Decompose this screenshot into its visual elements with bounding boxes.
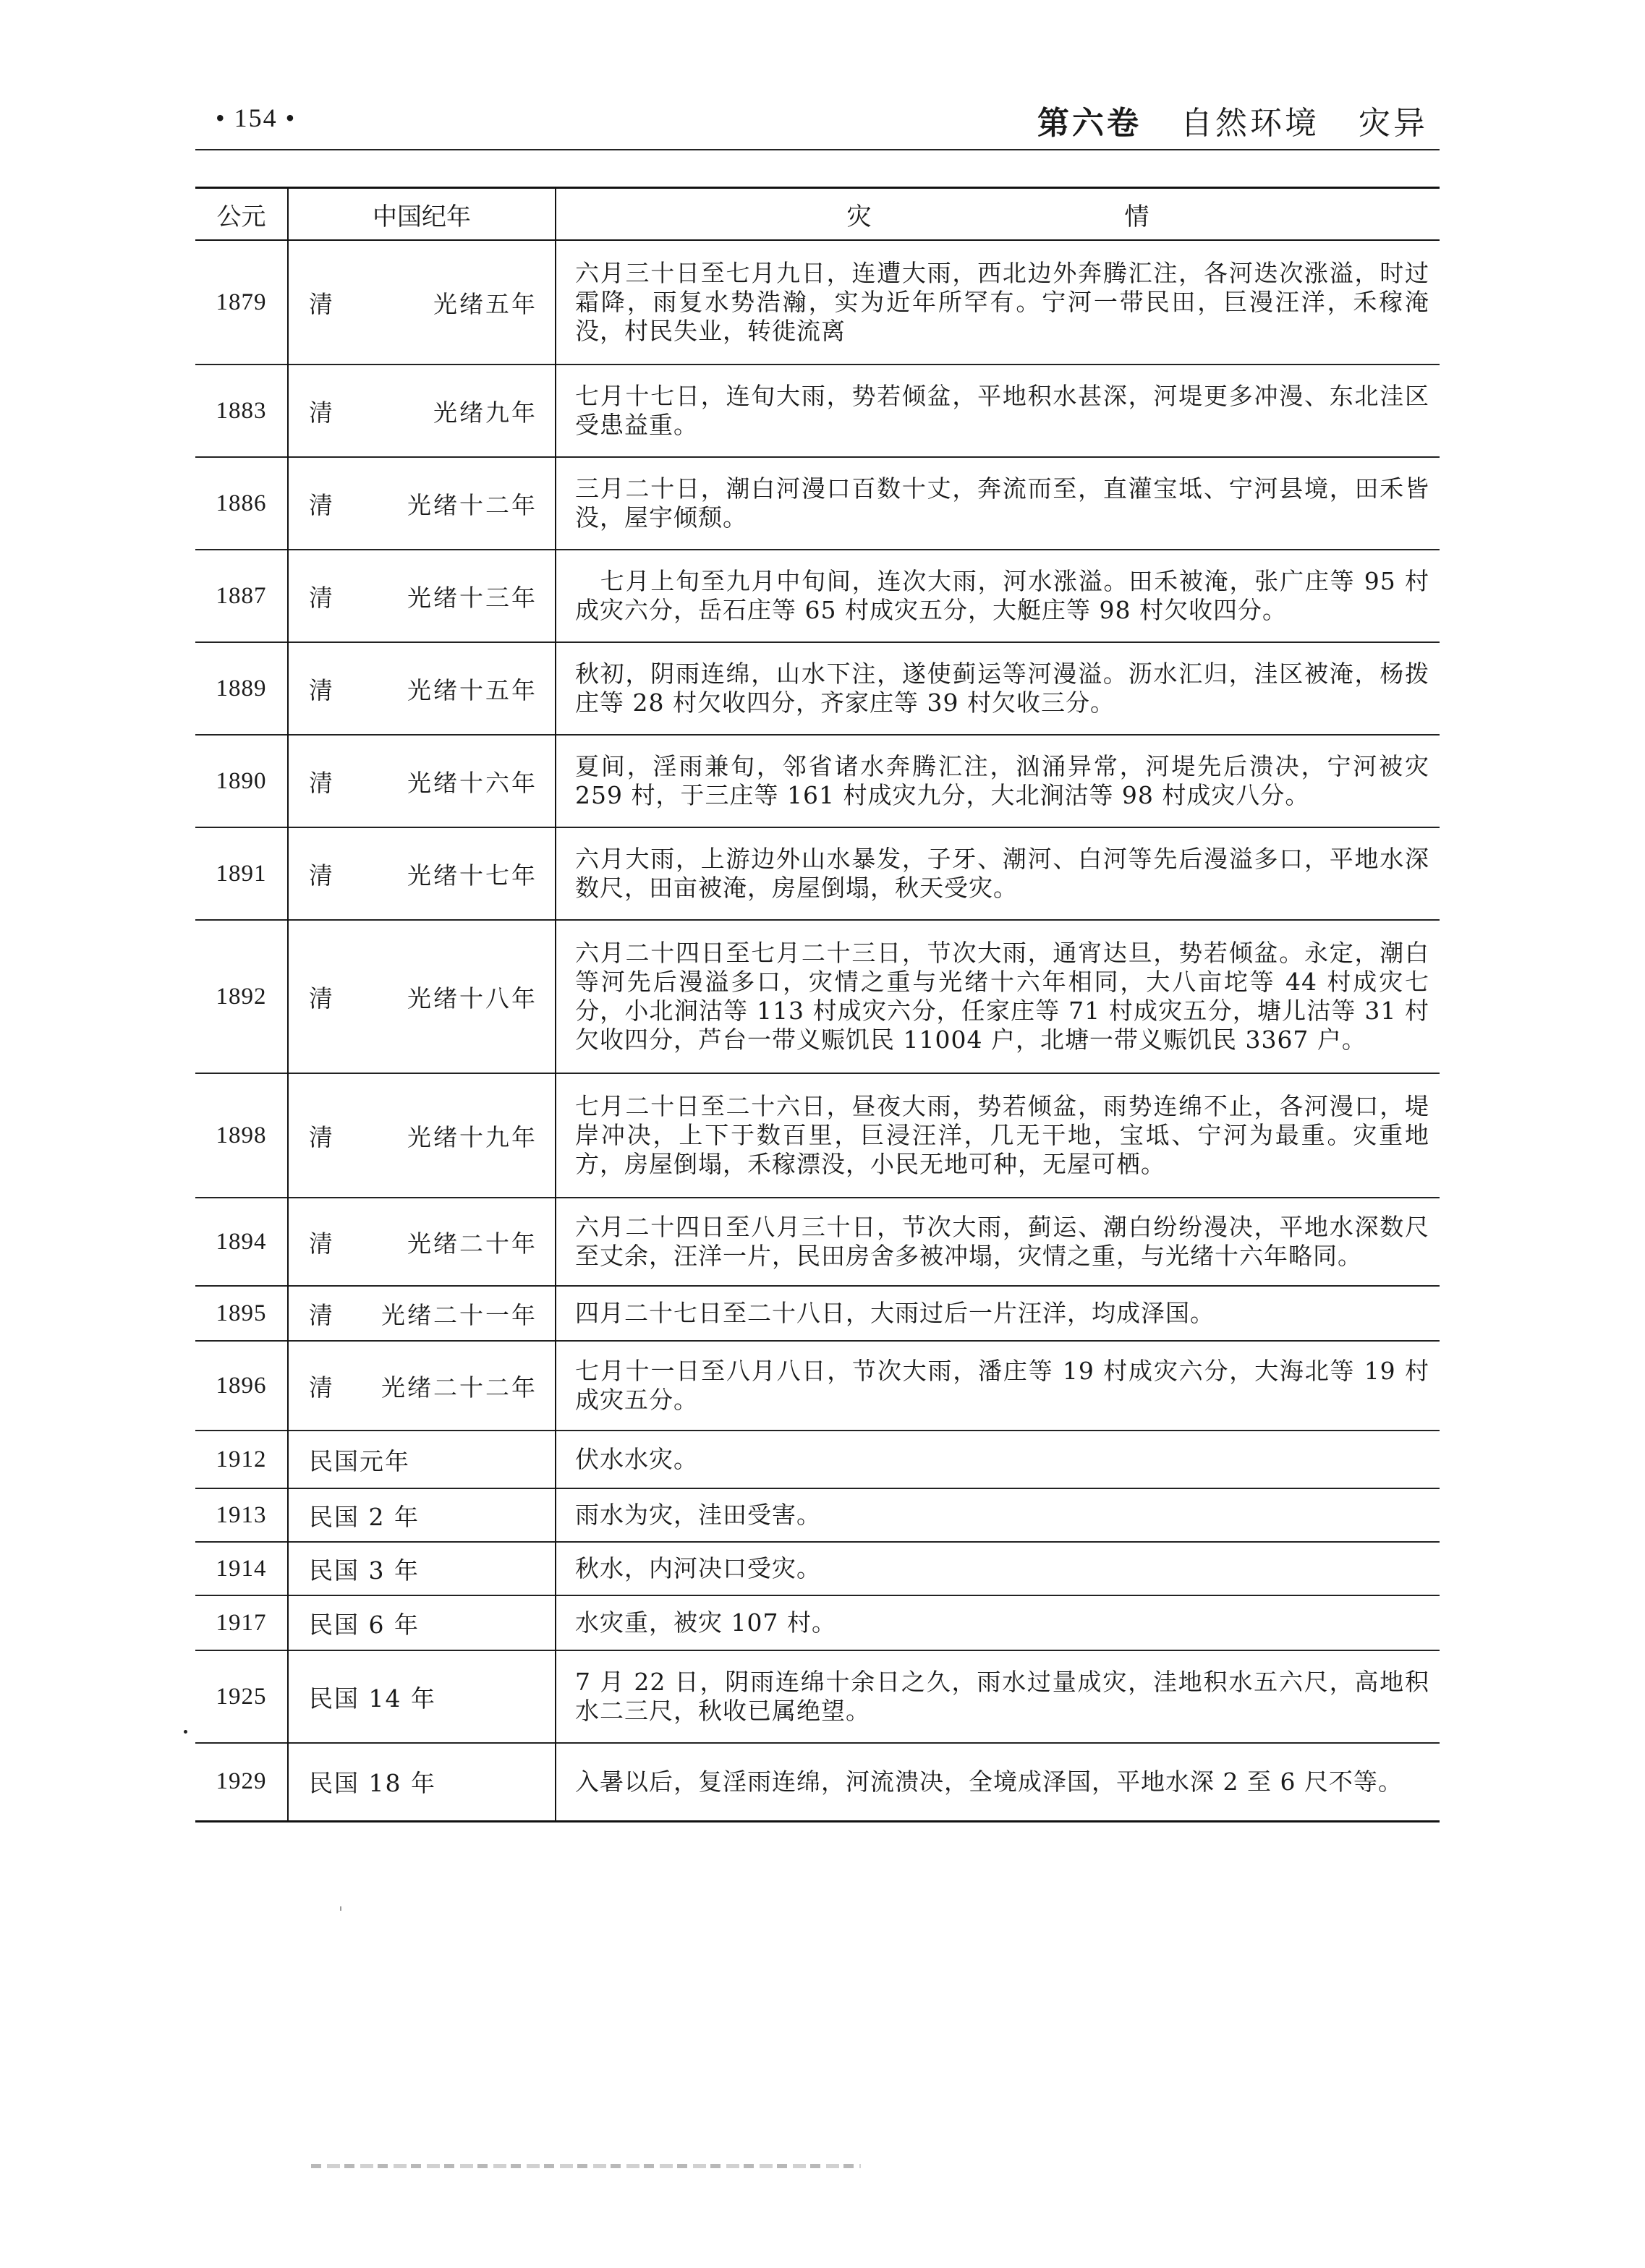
detail-cell: 雨水为灾，洼田受害。 — [556, 1488, 1440, 1542]
volume-title: 第六卷 — [1037, 105, 1142, 142]
detail-cell: 7 月 22 日，阴雨连绵十余日之久，雨水过量成灾，洼地积水五六尺，高地积水二三尺，秋收已属绝望。 — [556, 1650, 1440, 1743]
detail-cell: 六月大雨，上游边外山水暴发，子牙、潮河、白河等先后漫溢多口，平地水深数尺，田亩被淹，房屋倒塌，秋天受灾。 — [556, 827, 1440, 920]
table-row — [195, 1073, 1440, 1198]
reign-label: 光绪十五年 — [407, 675, 537, 704]
page-number: • 154 • — [216, 103, 297, 132]
running-head — [1037, 97, 1428, 143]
era-cell — [288, 1650, 556, 1743]
era-cell — [288, 735, 556, 827]
year-cell: 1896 — [195, 1341, 288, 1431]
dynasty-label: 清 — [309, 583, 333, 612]
era-label: 民国 2 年 — [309, 1502, 420, 1531]
dynasty-label: 清 — [309, 675, 333, 704]
detail-cell: 三月二十日，潮白河漫口百数十丈，奔流而至，直灌宝坻、宁河县境，田禾皆没，屋宇倾颓。 — [556, 457, 1440, 550]
table-row — [195, 1542, 1440, 1595]
reign-label: 光绪十三年 — [407, 583, 537, 612]
dynasty-label: 清 — [309, 1122, 333, 1151]
detail-cell: 伏水水灾。 — [556, 1431, 1440, 1488]
era-label: 民国 14 年 — [309, 1684, 436, 1713]
year-cell: 1891 — [195, 827, 288, 920]
table-row — [195, 1650, 1440, 1743]
year-cell: 1892 — [195, 920, 288, 1073]
detail-cell: 四月二十七日至二十八日，大雨过后一片汪洋，均成泽国。 — [556, 1286, 1440, 1341]
scan-speck — [184, 1730, 187, 1734]
year-cell: 1929 — [195, 1743, 288, 1821]
column-header-detail — [556, 188, 1440, 241]
detail-cell: 夏间，淫雨兼旬，邻省诸水奔腾汇注，汹涌异常，河堤先后溃决，宁河被灾 259 村，于三庄等 161 村成灾九分，大北涧沽等 98 村成灾八分。 — [556, 735, 1440, 827]
dynasty-label: 清 — [309, 1373, 333, 1402]
table-row — [195, 1198, 1440, 1286]
era-cell — [288, 457, 556, 550]
era-label: 民国 3 年 — [309, 1556, 420, 1585]
year-cell: 1895 — [195, 1286, 288, 1341]
column-header-era: 中国纪年 — [288, 188, 556, 241]
era-cell — [288, 1198, 556, 1286]
reign-label: 光绪二十一年 — [381, 1300, 537, 1329]
year-cell: 1883 — [195, 364, 288, 457]
detail-cell: 七月十一日至八月八日，节次大雨，潘庄等 19 村成灾六分，大海北等 19 村成灾五分。 — [556, 1341, 1440, 1431]
era-cell — [288, 1286, 556, 1341]
year-cell: 1889 — [195, 642, 288, 735]
era-cell — [288, 1595, 556, 1650]
detail-cell: 六月二十四日至八月三十日，节次大雨，蓟运、潮白纷纷漫决，平地水深数尺至丈余，汪洋一片，民田房舍多被冲塌，灾情之重，与光绪十六年略同。 — [556, 1198, 1440, 1286]
subsection-title: 灾异 — [1359, 105, 1428, 142]
table-row — [195, 1286, 1440, 1341]
detail-cell: 七月十七日，连旬大雨，势若倾盆，平地积水甚深，河堤更多冲漫、东北洼区受患益重。 — [556, 364, 1440, 457]
year-cell: 1887 — [195, 550, 288, 642]
reign-label: 光绪五年 — [433, 289, 537, 318]
disaster-table — [195, 187, 1440, 1822]
era-label: 民国 18 年 — [309, 1769, 436, 1798]
era-cell — [288, 920, 556, 1073]
era-cell — [288, 1488, 556, 1542]
table-row — [195, 1488, 1440, 1542]
reign-label: 光绪九年 — [433, 398, 537, 427]
year-cell: 1890 — [195, 735, 288, 827]
dynasty-label: 清 — [309, 984, 333, 1012]
reign-label: 光绪十二年 — [407, 490, 537, 519]
column-header-detail-char-1: 灾 — [846, 202, 872, 231]
era-cell — [288, 240, 556, 364]
year-cell: 1917 — [195, 1595, 288, 1650]
detail-cell: 秋初，阴雨连绵，山水下注，遂使蓟运等河漫溢。沥水汇归，洼区被淹，杨拨庄等 28 村欠收四分，齐家庄等 39 村欠收三分。 — [556, 642, 1440, 735]
table-row — [195, 364, 1440, 457]
reign-label: 光绪二十二年 — [381, 1373, 537, 1402]
detail-cell: 秋水，内河决口受灾。 — [556, 1542, 1440, 1595]
year-cell: 1914 — [195, 1542, 288, 1595]
column-header-detail-char-2: 情 — [1124, 202, 1149, 231]
table-row — [195, 1431, 1440, 1488]
dynasty-label: 清 — [309, 768, 333, 797]
era-cell — [288, 1743, 556, 1821]
dynasty-label: 清 — [309, 289, 333, 318]
table-row — [195, 457, 1440, 550]
dynasty-label: 清 — [309, 861, 333, 890]
scan-speck — [340, 1906, 341, 1911]
table-row — [195, 920, 1440, 1073]
year-cell: 1879 — [195, 240, 288, 364]
era-label: 民国 6 年 — [309, 1610, 420, 1639]
year-cell: 1913 — [195, 1488, 288, 1542]
dynasty-label: 清 — [309, 1229, 333, 1258]
reign-label: 光绪十七年 — [407, 861, 537, 890]
era-cell — [288, 1073, 556, 1198]
reign-label: 光绪十六年 — [407, 768, 537, 797]
table-row — [195, 642, 1440, 735]
table-row — [195, 240, 1440, 364]
year-cell: 1886 — [195, 457, 288, 550]
detail-cell: 六月三十日至七月九日，连遭大雨，西北边外奔腾汇注，各河迭次涨溢，时过霜降，雨复水势浩瀚，实为近年所罕有。宁河一带民田，巨漫汪洋，禾稼淹没，村民失业，转徙流离 — [556, 240, 1440, 364]
table-header-row — [195, 188, 1440, 241]
scan-noise-strip — [311, 2164, 861, 2168]
detail-cell: 七月二十日至二十六日，昼夜大雨，势若倾盆，雨势连绵不止，各河漫口，堤岸冲决，上下于数百里，巨浸汪洋，几无干地，宝坻、宁河为最重。灾重地方，房屋倒塌，禾稼漂没，小民无地可种，无屋可栖。 — [556, 1073, 1440, 1198]
table-row — [195, 1595, 1440, 1650]
reign-label: 光绪二十年 — [407, 1229, 537, 1258]
column-header-year: 公元 — [195, 188, 288, 241]
table-row — [195, 735, 1440, 827]
table-row — [195, 827, 1440, 920]
detail-cell: 六月二十四日至七月二十三日，节次大雨，通宵达旦，势若倾盆。永定，潮白等河先后漫溢多口，灾情之重与光绪十六年相同，大八亩坨等 44 村成灾七分，小北涧沽等 113 村成灾六分，任家庄等 71 村成灾五分，塘儿沽等 31 村欠收四分，芦台一带义赈饥民 11004 户，北塘一带义赈饥民 3367 户。 — [556, 920, 1440, 1073]
detail-cell: 水灾重，被灾 107 村。 — [556, 1595, 1440, 1650]
era-cell — [288, 827, 556, 920]
dynasty-label: 清 — [309, 398, 333, 427]
detail-cell: 入暑以后，复淫雨连绵，河流溃决，全境成泽国，平地水深 2 至 6 尺不等。 — [556, 1743, 1440, 1821]
year-cell: 1898 — [195, 1073, 288, 1198]
era-cell — [288, 550, 556, 642]
reign-label: 光绪十八年 — [407, 984, 537, 1012]
year-cell: 1912 — [195, 1431, 288, 1488]
era-cell — [288, 1431, 556, 1488]
era-label: 民国元年 — [309, 1446, 410, 1475]
header-rule — [195, 149, 1440, 150]
dynasty-label: 清 — [309, 490, 333, 519]
year-cell: 1925 — [195, 1650, 288, 1743]
dynasty-label: 清 — [309, 1300, 333, 1329]
table-row — [195, 1743, 1440, 1821]
era-cell — [288, 1341, 556, 1431]
year-cell: 1894 — [195, 1198, 288, 1286]
era-cell — [288, 642, 556, 735]
detail-cell: 七月上旬至九月中旬间，连次大雨，河水涨溢。田禾被淹，张广庄等 95 村成灾六分，岳石庄等 65 村成灾五分，大艇庄等 98 村欠收四分。 — [556, 550, 1440, 642]
reign-label: 光绪十九年 — [407, 1122, 537, 1151]
table-row — [195, 550, 1440, 642]
section-title: 自然环境 — [1181, 105, 1319, 142]
era-cell — [288, 364, 556, 457]
table-row — [195, 1341, 1440, 1431]
era-cell — [288, 1542, 556, 1595]
